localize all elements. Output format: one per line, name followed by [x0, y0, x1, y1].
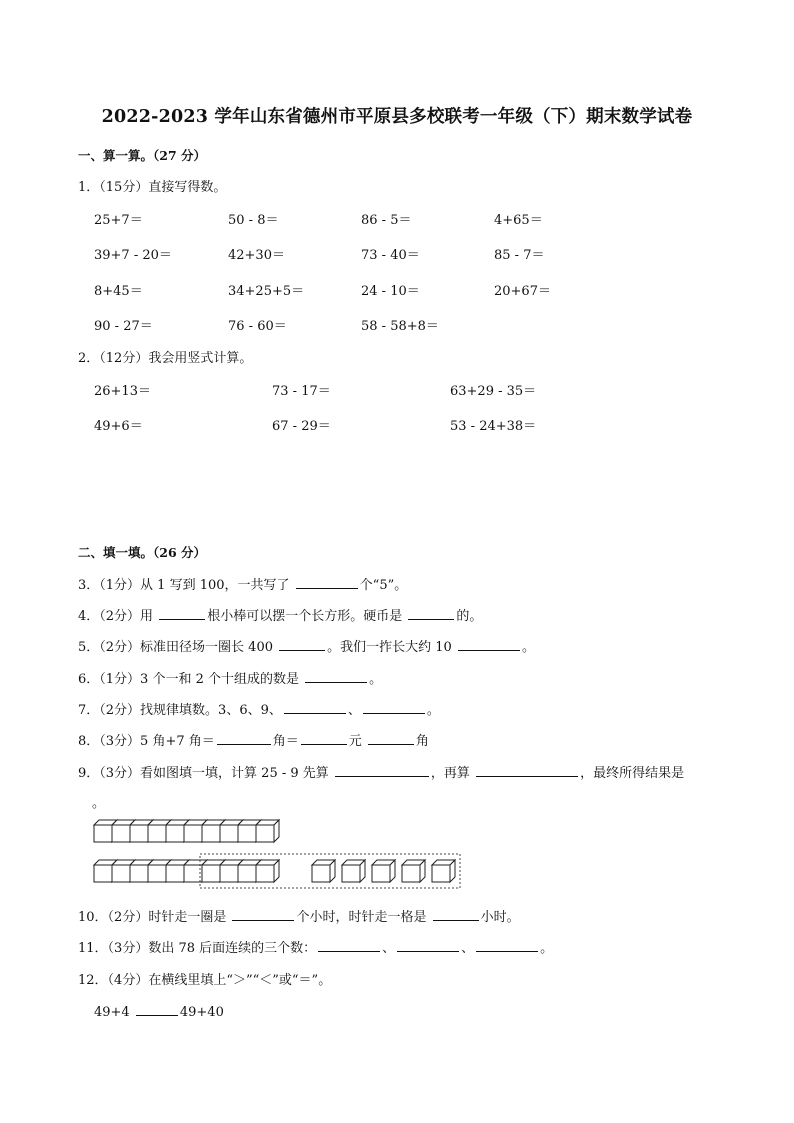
q7-text-b: 、 — [347, 703, 361, 718]
calc-item: 49+6＝ — [94, 419, 143, 434]
answer-blank[interactable] — [232, 907, 294, 921]
single-cube — [402, 860, 425, 882]
cube-figure — [90, 816, 470, 894]
answer-blank[interactable] — [368, 731, 414, 745]
question-9 — [78, 762, 684, 781]
q11-text-a: 11．（3分）数出 78 后面连续的三个数： — [78, 941, 317, 956]
single-cube — [342, 860, 365, 882]
section-heading-2: 二、填一填。（26 分） — [78, 545, 206, 560]
q10-text-a: 10．（2分）时针走一圈是 — [78, 910, 227, 925]
question-11 — [78, 937, 553, 956]
calc-item: 90 - 27＝ — [94, 319, 153, 334]
q9-text-a: 9．（3分）看如图填一填，计算 25 - 9 先算 — [78, 766, 329, 781]
single-cube — [432, 860, 455, 882]
answer-blank[interactable] — [284, 700, 346, 714]
calc-item: 34+25+5＝ — [228, 284, 305, 299]
answer-blank[interactable] — [458, 637, 520, 651]
q5-text-c: 。 — [521, 640, 535, 655]
question-12: 12．（4分）在横线里填上“＞”“＜”或“＝”。 — [78, 973, 332, 988]
q10-text-b: 个小时，时针走一格是 — [296, 910, 427, 925]
cube-figure-svg — [90, 816, 470, 894]
answer-blank[interactable] — [217, 731, 271, 745]
calc-item: 24 - 10＝ — [361, 284, 420, 299]
question-10 — [78, 906, 520, 925]
answer-blank[interactable] — [335, 763, 429, 777]
q3-text-a: 3．（1分）从 1 写到 100，一共写了 — [78, 578, 290, 593]
calc-item: 20+67＝ — [494, 284, 551, 299]
q10-text-c: 小时。 — [480, 910, 520, 925]
calc-item: 73 - 17＝ — [272, 384, 331, 399]
q9-text-b: ，再算 — [430, 766, 470, 781]
answer-blank[interactable] — [305, 669, 367, 683]
calc-item: 42+30＝ — [228, 248, 285, 263]
calc-item: 67 - 29＝ — [272, 419, 331, 434]
question-6 — [78, 668, 382, 687]
calc-item: 26+13＝ — [94, 384, 151, 399]
answer-blank[interactable] — [476, 938, 538, 952]
cube — [256, 820, 279, 842]
q5-text-a: 5．（2分）标准田径场一圈长 400 — [78, 640, 273, 655]
answer-blank[interactable] — [296, 575, 358, 589]
q7-text-c: 。 — [426, 703, 440, 718]
calc-item: 85 - 7＝ — [494, 248, 545, 263]
calc-item: 73 - 40＝ — [361, 248, 420, 263]
single-cube — [312, 860, 335, 882]
q12-left: 49+4 — [94, 1005, 130, 1020]
question-4 — [78, 605, 482, 624]
q4-text-a: 4．（2分）用 — [78, 609, 154, 624]
answer-blank[interactable] — [279, 637, 325, 651]
answer-blank[interactable] — [476, 763, 578, 777]
q11-text-b: 、 — [382, 941, 396, 956]
answer-blank[interactable] — [363, 700, 425, 714]
calc-item: 50 - 8＝ — [228, 213, 279, 228]
q8-text-d: 角 — [415, 734, 429, 749]
question-3 — [78, 574, 407, 593]
section-heading-1: 一、算一算。（27 分） — [78, 148, 206, 163]
q5-text-b: 。我们一拃长大约 10 — [327, 640, 452, 655]
calc-item: 25+7＝ — [94, 213, 143, 228]
question-1-label: 1．（15分）直接写得数。 — [78, 180, 227, 195]
question-2-label: 2．（12分）我会用竖式计算。 — [78, 351, 253, 366]
q9-text-c: ，最终所得结果是 — [580, 766, 685, 781]
q4-text-c: 的。 — [456, 609, 483, 624]
question-9-end: 。 — [92, 796, 106, 811]
question-8 — [78, 730, 429, 749]
calc-item: 53 - 24+38＝ — [450, 419, 537, 434]
q11-text-c: 、 — [461, 941, 475, 956]
q6-text-a: 6．（1分）3 个一和 2 个十组成的数是 — [78, 672, 299, 687]
calc-item: 86 - 5＝ — [361, 213, 412, 228]
calc-item: 58 - 58+8＝ — [361, 319, 439, 334]
answer-blank[interactable] — [159, 606, 205, 620]
answer-blank[interactable] — [136, 1002, 178, 1016]
calc-item: 4+65＝ — [494, 213, 543, 228]
question-12-item — [94, 1002, 224, 1020]
q11-text-d: 。 — [540, 941, 554, 956]
q8-text-b: 角＝ — [272, 734, 299, 749]
question-5 — [78, 636, 535, 655]
calc-item: 39+7 - 20＝ — [94, 248, 172, 263]
q6-text-b: 。 — [369, 672, 383, 687]
answer-blank[interactable] — [397, 938, 459, 952]
q7-text-a: 7．（2分）找规律填数。3、6、9、 — [78, 703, 282, 718]
question-7 — [78, 699, 440, 718]
calc-item: 8+45＝ — [94, 284, 143, 299]
answer-blank[interactable] — [433, 907, 479, 921]
answer-blank[interactable] — [301, 731, 347, 745]
page-title: 2022-2023 学年山东省德州市平原县多校联考一年级（下）期末数学试卷 — [101, 107, 693, 127]
q12-right: 49+40 — [179, 1005, 224, 1020]
single-cube — [372, 860, 395, 882]
cube — [256, 860, 279, 882]
answer-blank[interactable] — [318, 938, 380, 952]
calc-item: 63+29 - 35＝ — [450, 384, 537, 399]
q8-text-c: 元 — [348, 734, 362, 749]
q3-text-b: 个“5”。 — [359, 578, 408, 593]
q8-text-a: 8．（3分）5 角+7 角＝ — [78, 734, 215, 749]
q4-text-b: 根小棒可以摆一个长方形。硬币是 — [207, 609, 403, 624]
calc-item: 76 - 60＝ — [228, 319, 287, 334]
answer-blank[interactable] — [408, 606, 454, 620]
